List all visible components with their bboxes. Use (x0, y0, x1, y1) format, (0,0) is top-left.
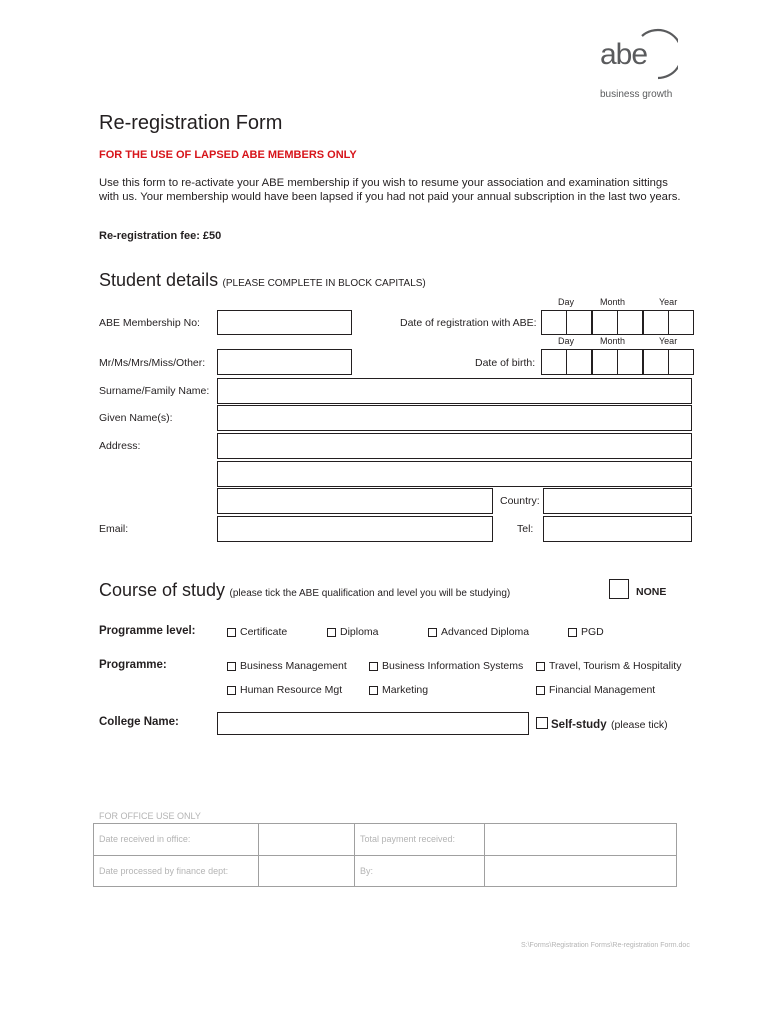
office-by-value[interactable] (485, 855, 677, 887)
date-registration-label: Date of registration with ABE: (400, 317, 537, 329)
date-birth-label: Date of birth: (475, 357, 536, 369)
programme-travel-label: Travel, Tourism & Hospitality (549, 660, 682, 672)
reg-month-header: Month (600, 297, 626, 307)
college-name-field[interactable] (217, 712, 529, 735)
reg-day-2-box[interactable] (566, 310, 592, 335)
dob-month-1-box[interactable] (592, 349, 618, 375)
office-heading: FOR OFFICE USE ONLY (99, 811, 201, 821)
form-subtitle: FOR THE USE OF LAPSED ABE MEMBERS ONLY (99, 149, 357, 161)
logo-tagline: business growth (600, 89, 673, 100)
reg-day-header: Day (558, 297, 575, 307)
reg-day-1-box[interactable] (541, 310, 567, 335)
programme-label: Programme: (99, 659, 167, 671)
programme-financial-checkbox[interactable] (536, 686, 545, 695)
programme-hrm-label: Human Resource Mgt (240, 684, 343, 696)
level-diploma-label: Diploma (340, 626, 379, 638)
fee-text: Re-registration fee: £50 (99, 230, 222, 242)
programme-financial-label: Financial Management (549, 684, 656, 696)
programme-business-management-checkbox[interactable] (227, 662, 236, 671)
given-names-label: Given Name(s): (99, 412, 173, 424)
self-study-note: (please tick) (611, 719, 668, 731)
none-checkbox[interactable] (609, 579, 629, 599)
logo-text: abe (600, 38, 648, 71)
level-certificate-label: Certificate (240, 626, 288, 638)
dob-month-header: Month (600, 336, 626, 346)
reg-month-2-box[interactable] (617, 310, 643, 335)
email-field[interactable] (217, 516, 493, 542)
office-by-label: By: (355, 855, 485, 887)
college-name-label: College Name: (99, 716, 179, 728)
self-study-checkbox[interactable] (536, 717, 548, 729)
title-field[interactable] (217, 349, 352, 375)
level-advanced-diploma-label: Advanced Diploma (441, 626, 530, 638)
reg-year-2-box[interactable] (668, 310, 694, 335)
country-label: Country: (500, 495, 540, 507)
reg-month-1-box[interactable] (592, 310, 618, 335)
address-line-1-field[interactable] (217, 433, 692, 459)
dob-day-header: Day (558, 336, 575, 346)
address-line-3-field[interactable] (217, 488, 493, 514)
course-note: (please tick the ABE qualification and level you will be studying) (229, 588, 511, 599)
self-study-text (551, 715, 668, 733)
country-field[interactable] (543, 488, 692, 514)
office-date-processed-label: Date processed by finance dept: (94, 855, 259, 887)
reg-year-1-box[interactable] (643, 310, 669, 335)
dob-year-header: Year (659, 336, 678, 346)
programme-hrm-checkbox[interactable] (227, 686, 236, 695)
form-title: Re-registration Form (99, 112, 283, 134)
student-details-title: Student details (99, 270, 219, 290)
student-details-note: (PLEASE COMPLETE IN BLOCK CAPITALS) (222, 278, 426, 289)
footer-path: S:\Forms\Registration Forms\Re-registration Form.doc (521, 942, 690, 949)
self-study-label: Self-study (551, 719, 607, 731)
abe-logo (598, 26, 678, 102)
title-field-label: Mr/Ms/Mrs/Miss/Other: (99, 357, 206, 369)
none-label: NONE (636, 586, 667, 598)
address-line-2-field[interactable] (217, 461, 692, 487)
office-total-payment-label: Total payment received: (355, 824, 485, 856)
programme-bis-label: Business Information Systems (382, 660, 524, 672)
course-title: Course of study (99, 580, 226, 600)
course-heading (99, 580, 510, 601)
office-date-processed-value[interactable] (259, 855, 355, 887)
programme-business-management-label: Business Management (240, 660, 347, 672)
dob-day-1-box[interactable] (541, 349, 567, 375)
email-label: Email: (99, 523, 129, 535)
programme-marketing-label: Marketing (382, 684, 429, 696)
student-details-heading (99, 270, 426, 291)
programme-level-label: Programme level: (99, 625, 196, 637)
programme-travel-checkbox[interactable] (536, 662, 545, 671)
address-label: Address: (99, 440, 141, 452)
dob-day-2-box[interactable] (566, 349, 592, 375)
level-pgd-label: PGD (581, 626, 604, 638)
surname-field[interactable] (217, 378, 692, 404)
office-total-payment-value[interactable] (485, 824, 677, 856)
programme-bis-checkbox[interactable] (369, 662, 378, 671)
given-names-field[interactable] (217, 405, 692, 431)
programme-marketing-checkbox[interactable] (369, 686, 378, 695)
surname-label: Surname/Family Name: (99, 385, 210, 397)
dob-year-1-box[interactable] (643, 349, 669, 375)
tel-label: Tel: (517, 523, 534, 535)
tel-field[interactable] (543, 516, 692, 542)
level-pgd-checkbox[interactable] (568, 628, 577, 637)
office-date-received-value[interactable] (259, 824, 355, 856)
dob-month-2-box[interactable] (617, 349, 643, 375)
intro-text: Use this form to re-activate your ABE membership if you wish to resume your association and examination sittings with us. Your membership would have been lapsed if you had not paid your annual subscription in the last two years. (99, 177, 681, 203)
reg-year-header: Year (659, 297, 678, 307)
membership-no-field[interactable] (217, 310, 352, 335)
office-table (93, 823, 677, 887)
level-advanced-diploma-checkbox[interactable] (428, 628, 437, 637)
membership-no-label: ABE Membership No: (99, 317, 200, 329)
level-diploma-checkbox[interactable] (327, 628, 336, 637)
dob-year-2-box[interactable] (668, 349, 694, 375)
office-date-received-label: Date received in office: (94, 824, 259, 856)
level-certificate-checkbox[interactable] (227, 628, 236, 637)
